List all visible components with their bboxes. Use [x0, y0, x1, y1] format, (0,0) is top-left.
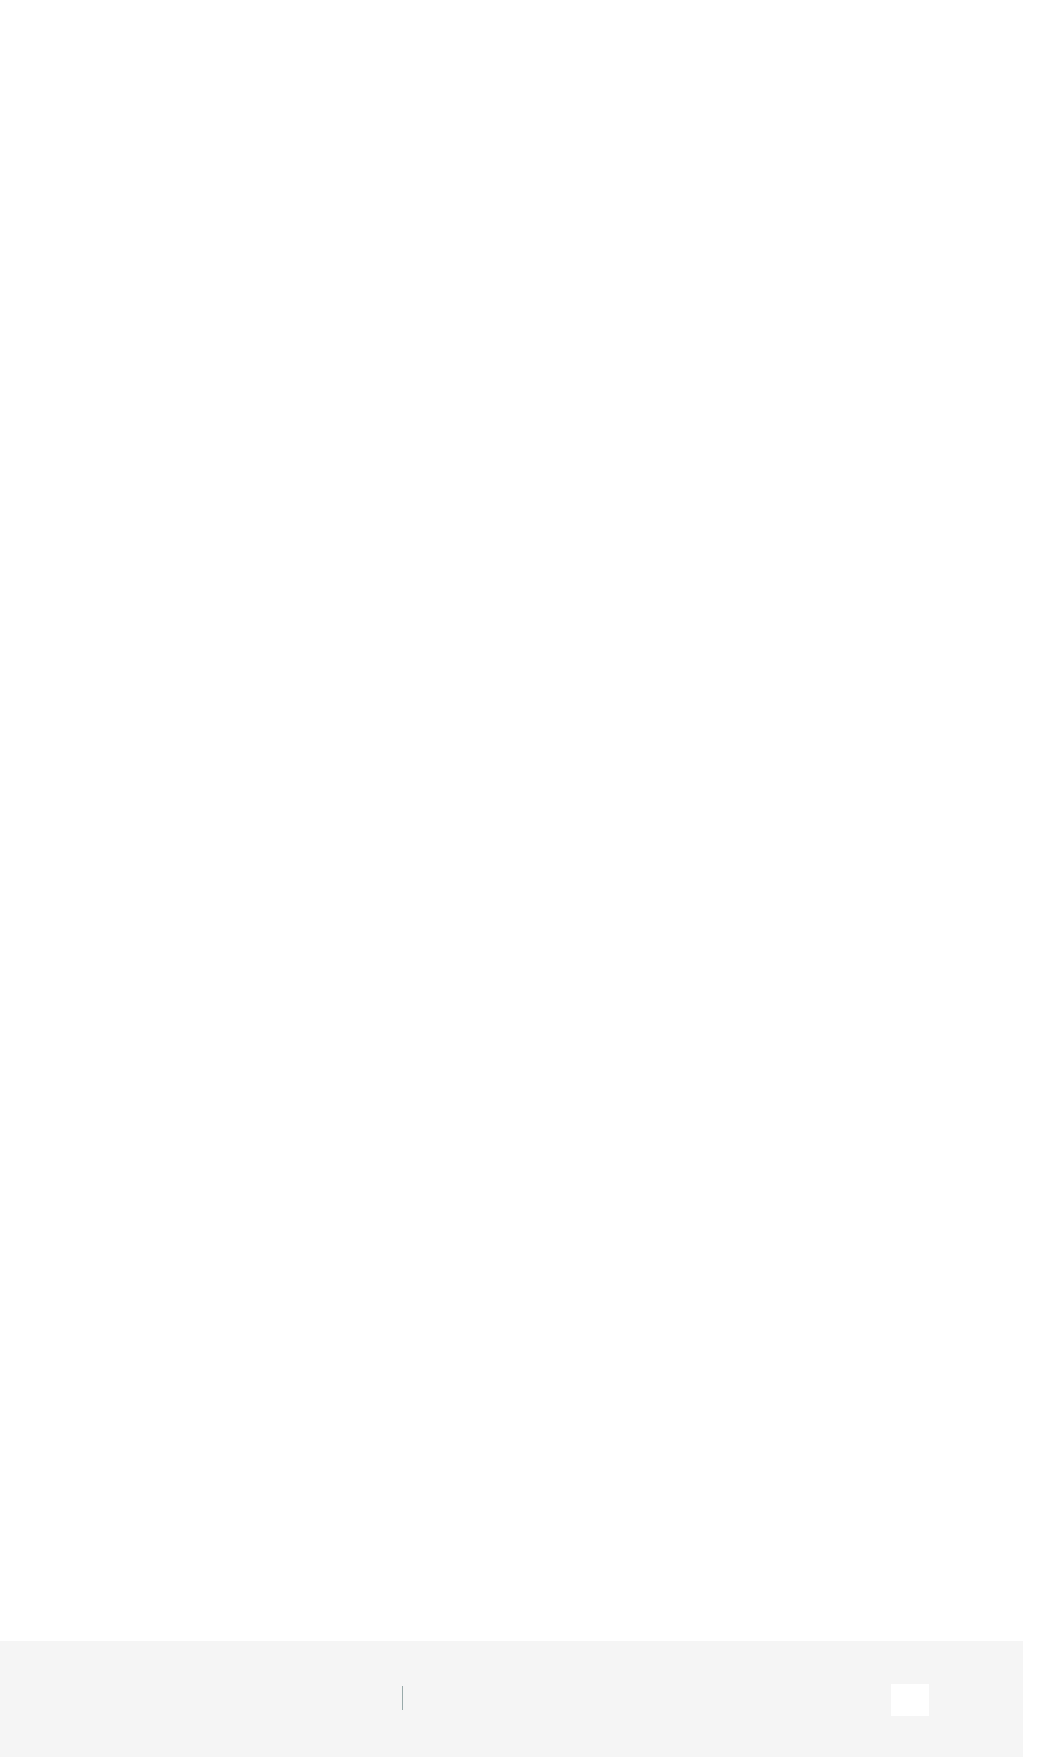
- page-footer: [0, 1641, 1023, 1757]
- page-number: [891, 1684, 929, 1716]
- brand-logo: [395, 1683, 422, 1713]
- logo-divider: [402, 1686, 403, 1710]
